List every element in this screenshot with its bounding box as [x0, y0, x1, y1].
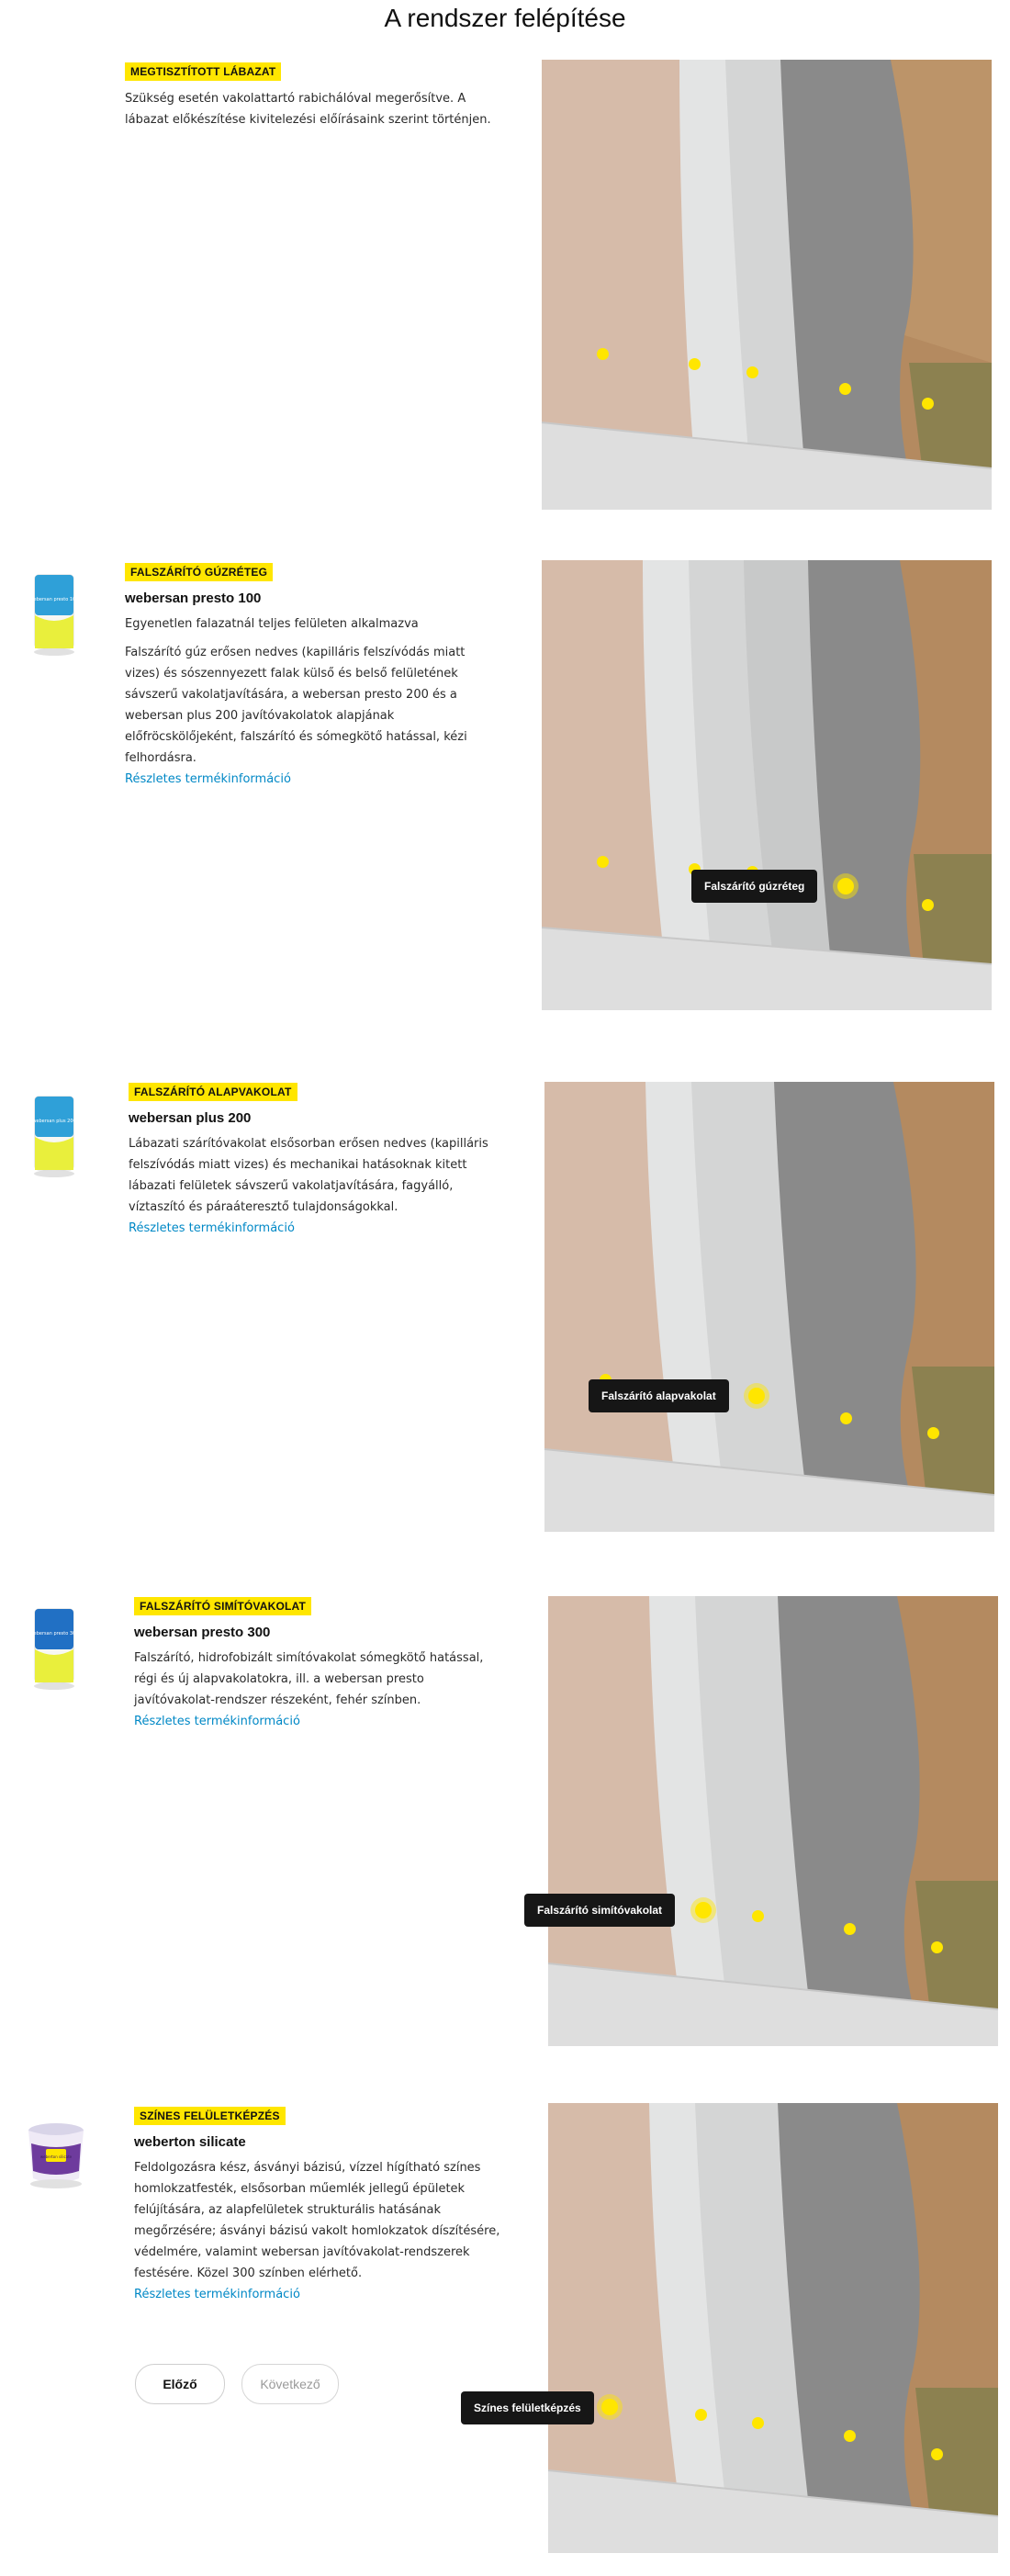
step-description: Szükség esetén vakolattartó rabichálóval megerősítve. A lábazat előkészítése kivitelezési előírásaink szerint történjen.	[125, 92, 491, 127]
step-description: Falszárító gúz erősen nedves (kapilláris felszívódás miatt vizes) és sószennyezett falak külső és belső felületének sávszerű vakolatjavítására, a webersan presto 200 és a webersan plus 200 javítóvakolatok alapjának előfröcskölőjeként, falszárító és sómegkötő hatással, kézi felhordásra.	[125, 646, 467, 765]
step-tag: MEGTISZTÍTOTT LÁBAZAT	[125, 62, 281, 81]
step-text	[125, 562, 492, 790]
hotspot[interactable]	[695, 2409, 707, 2421]
product-info-link[interactable]: Részletes termékinformáció	[134, 2288, 300, 2301]
hotspot-tooltip: Falszárító simítóvakolat	[524, 1894, 675, 1927]
product-info-link[interactable]: Részletes termékinformáció	[134, 1715, 300, 1728]
step-cleaned-base	[0, 0, 1010, 514]
next-button[interactable]: Következő	[241, 2364, 339, 2404]
product-bag-image	[28, 571, 83, 658]
paint-bucket-label: weberton silicate	[39, 2154, 73, 2159]
layer-illustration	[542, 60, 992, 510]
hotspot[interactable]	[931, 2448, 943, 2460]
hotspot[interactable]	[597, 856, 609, 868]
step-text	[129, 1082, 496, 1239]
step-description: Feldolgozásra kész, ásványi bázisú, vízzel hígítható színes homlokzatfesték, elsősorban műemlék jellegű épületek felújítására, az alapfelületek strukturális hatásának megőrzésére; ásványi bázisú vakolt homlokzatok díszítésére, védelmére, valamint webersan javítóvakolat-rendszerek festésére. Közel 300 színben elérhető.	[134, 2161, 500, 2280]
product-name: weberton silicate	[134, 2134, 246, 2150]
product-bag-image	[28, 1093, 83, 1180]
step-tag: SZÍNES FELÜLETKÉPZÉS	[134, 2107, 286, 2125]
step-scratch-coat	[0, 514, 1010, 1038]
hotspot[interactable]	[840, 1412, 852, 1424]
wall-layers-graphic	[542, 60, 992, 510]
step-tag: FALSZÁRÍTÓ GÚZRÉTEG	[125, 563, 273, 581]
hotspot[interactable]	[922, 398, 934, 410]
step-tag: FALSZÁRÍTÓ ALAPVAKOLAT	[129, 1083, 297, 1101]
step-subtitle: Egyenetlen falazatnál teljes felületen alkalmazva	[125, 617, 419, 631]
step-colour-finish	[0, 2066, 1010, 2576]
page-title: A rendszer felépítése	[384, 4, 626, 32]
step-text	[134, 2106, 501, 2305]
product-bag-label: webersan presto 100	[29, 597, 79, 602]
product-name: webersan plus 200	[129, 1110, 252, 1126]
wall-layers-graphic	[548, 2103, 998, 2553]
hotspot[interactable]	[689, 358, 701, 370]
product-name: webersan presto 300	[134, 1625, 271, 1640]
hotspot-tooltip: Falszárító alapvakolat	[589, 1379, 729, 1412]
wall-layers-graphic	[548, 1596, 998, 2046]
hotspot-tooltip: Színes felületképzés	[461, 2391, 594, 2424]
step-description: Lábazati szárítóvakolat elsősorban erősen nedves (kapilláris felszívódás miatt vizes) és mechanikai hatásoknak kitett lábazati felületek sávszerű vakolatjavítására, fagyálló, víztaszító és páraáteresztő tulajdonságokkal.	[129, 1137, 488, 1214]
hotspot-active[interactable]	[601, 2399, 618, 2415]
step-finishing-plaster	[0, 1552, 1010, 2066]
layer-illustration	[474, 2103, 998, 2553]
product-bag-label: webersan presto 300	[29, 1631, 79, 1637]
wall-layers-graphic	[542, 560, 992, 1010]
wall-layers-graphic	[544, 1082, 994, 1532]
hotspot-tooltip: Falszárító gúzréteg	[691, 870, 817, 903]
product-bag-image	[28, 1605, 83, 1693]
hotspot[interactable]	[597, 348, 609, 360]
layer-illustration	[542, 560, 992, 1010]
hotspot-active[interactable]	[695, 1902, 712, 1918]
hotspot-active[interactable]	[837, 878, 854, 894]
product-info-link[interactable]: Részletes termékinformáció	[129, 1221, 295, 1235]
hotspot[interactable]	[746, 366, 758, 378]
paint-bucket-image	[24, 2118, 88, 2191]
prev-button[interactable]: Előző	[135, 2364, 225, 2404]
hotspot[interactable]	[839, 383, 851, 395]
hotspot[interactable]	[844, 1923, 856, 1935]
hotspot-active[interactable]	[748, 1388, 765, 1404]
product-name: webersan presto 100	[125, 591, 262, 606]
step-description: Falszárító, hidrofobizált simítóvakolat sómegkötő hatással, régi és új alapvakolatokra, ill. a webersan presto javítóvakolat-rendszer részeként, fehér színben.	[134, 1651, 484, 1707]
hotspot[interactable]	[931, 1941, 943, 1953]
layer-illustration	[537, 1596, 998, 2046]
layer-illustration	[544, 1082, 994, 1532]
step-text	[134, 1596, 501, 1732]
hotspot[interactable]	[752, 1910, 764, 1922]
product-info-link[interactable]: Részletes termékinformáció	[125, 772, 291, 786]
step-text	[125, 62, 492, 130]
step-tag: FALSZÁRÍTÓ SIMÍTÓVAKOLAT	[134, 1597, 311, 1615]
step-base-plaster	[0, 1038, 1010, 1552]
hotspot[interactable]	[844, 2430, 856, 2442]
hotspot[interactable]	[927, 1427, 939, 1439]
hotspot[interactable]	[922, 899, 934, 911]
product-bag-label: webersan plus 200	[32, 1119, 76, 1124]
hotspot[interactable]	[752, 2417, 764, 2429]
